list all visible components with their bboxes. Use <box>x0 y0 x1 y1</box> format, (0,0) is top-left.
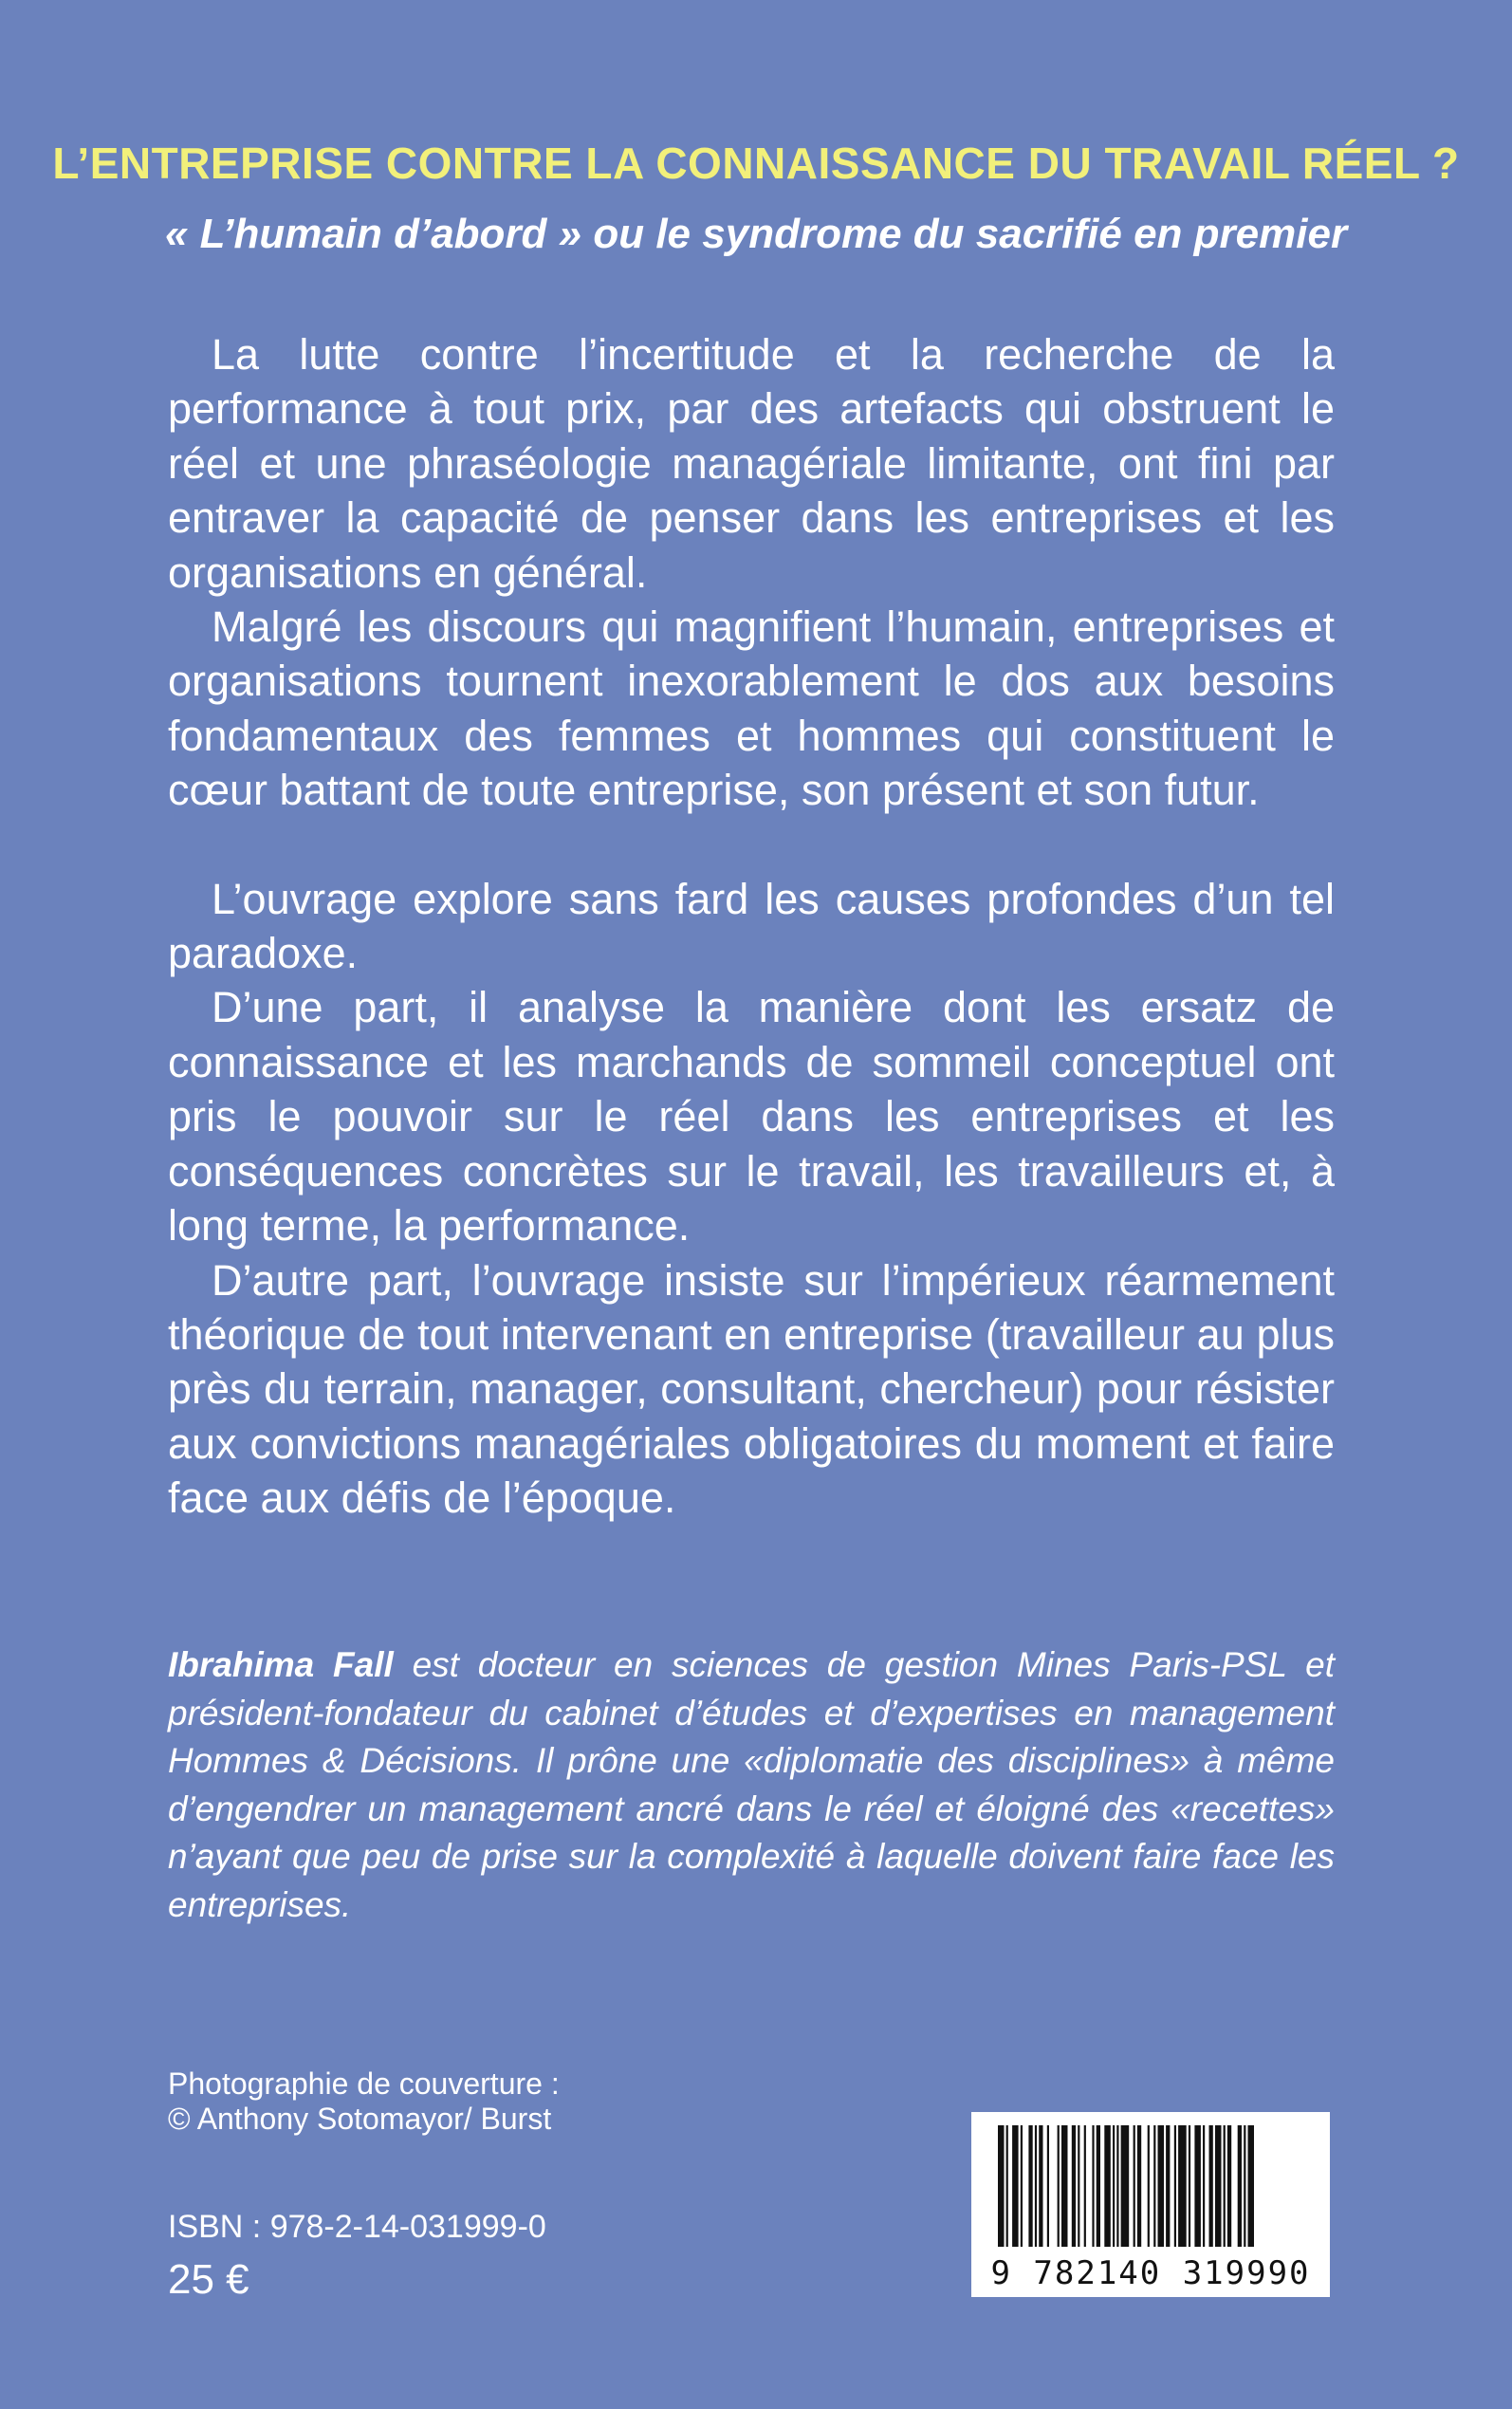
barcode-bar <box>1092 2125 1094 2247</box>
barcode-bar <box>1215 2125 1222 2247</box>
barcode-bar <box>1035 2125 1037 2247</box>
barcode-bar <box>1166 2125 1170 2247</box>
barcode-bar <box>1113 2125 1115 2247</box>
blurb-paragraph: D’autre part, l’ouvrage insiste sur l’impérieux réarmement théorique de tout intervenant en entreprise (travailleur au plus près du terrain, manager, consultant, chercheur) pour résister aux convictions managériales obligatoires du moment et faire face aux défis de l’époque. <box>168 1255 1335 1523</box>
barcode-bar <box>1244 2125 1245 2247</box>
barcode-bars <box>971 2112 1330 2254</box>
barcode <box>971 2112 1330 2297</box>
barcode-bar <box>1047 2125 1049 2247</box>
barcode-bar <box>1084 2125 1086 2247</box>
barcode-bar <box>1116 2125 1118 2247</box>
barcode-bar <box>1058 2125 1060 2247</box>
barcode-bar <box>1178 2125 1187 2247</box>
blurb-paragraph: La lutte contre l’incertitude et la recherche de la performance à tout prix, par des artefacts qui obstruent le réel et une phraséologie managériale limitante, ont fini par entraver la capacité de penser dans les entreprises et les organisations en général. <box>168 330 1335 597</box>
barcode-bar <box>1006 2125 1008 2247</box>
barcode-bar <box>998 2125 1005 2247</box>
barcode-bar <box>1097 2125 1100 2247</box>
barcode-bar <box>1194 2125 1201 2247</box>
barcode-bar <box>1012 2125 1019 2247</box>
barcode-bar <box>1137 2125 1141 2247</box>
barcode-bar <box>1227 2125 1231 2247</box>
photo-credit-label: Photographie de couverture : <box>168 2066 560 2101</box>
barcode-bar <box>1189 2125 1190 2247</box>
blurb-paragraph: D’une part, il analyse la manière dont les ersatz de connaissance et les marchands de sommeil conceptuel ont pris le pouvoir sur le réel dans les entreprises et les conséquences concrètes sur le travail, les travailleurs et, à long terme, la performance. <box>168 983 1335 1251</box>
barcode-bar <box>1224 2125 1226 2247</box>
author-name: Ibrahima Fall <box>168 1645 394 1684</box>
author-bio <box>168 1641 1335 1929</box>
barcode-bar <box>1121 2125 1130 2247</box>
book-title: L’ENTREPRISE CONTRE LA CONNAISSANCE DU TRAVAIL RÉEL ? <box>52 139 1460 188</box>
isbn: ISBN : 978-2-14-031999-0 <box>168 2209 546 2245</box>
blurb-paragraph: L’ouvrage explore sans fard les causes profondes d’un tel paradoxe. <box>168 874 1335 978</box>
barcode-bar <box>1072 2125 1076 2247</box>
barcode-bar <box>1104 2125 1111 2247</box>
barcode-bar <box>1021 2125 1023 2247</box>
photo-credit-name: © Anthony Sotomayor/ Burst <box>168 2102 552 2136</box>
barcode-bar <box>1203 2125 1205 2247</box>
author-bio-text: est docteur en sciences de gestion Mines Paris-PSL et président-fondateur du cabinet d’études et d’expertises en management Hommes & Décisions. Il prône une «diplomatie des disciplines» à même d’engendrer un management ancré dans le réel et éloigné des «recettes» n’ayant que peu de prise sur la complexité à laquelle doivent faire face les entreprises. <box>168 1645 1335 1924</box>
barcode-bar <box>1061 2125 1068 2247</box>
back-cover-blurb <box>168 327 1335 1526</box>
barcode-bar <box>1153 2125 1155 2247</box>
book-subtitle: « L’humain d’abord » ou le syndrome du sacrifié en premier <box>164 211 1348 257</box>
barcode-bar <box>1148 2125 1150 2247</box>
photo-credit <box>168 2066 560 2137</box>
paragraph-spacer <box>168 818 1335 872</box>
barcode-bar <box>1028 2125 1032 2247</box>
blurb-paragraph: Malgré les discours qui magnifient l’humain, entreprises et organisations tournent inexorablement le dos aux besoins fondamentaux des femmes et hommes qui constituent le cœur battant de toute entreprise, son présent et son futur. <box>168 602 1335 815</box>
barcode-bar <box>1174 2125 1176 2247</box>
barcode-bar <box>1134 2125 1135 2247</box>
barcode-bar <box>1248 2125 1255 2247</box>
barcode-bar <box>1078 2125 1079 2247</box>
price: 25 € <box>168 2256 249 2303</box>
barcode-bar <box>1209 2125 1213 2247</box>
barcode-bar <box>1158 2125 1165 2247</box>
barcode-bar <box>1039 2125 1042 2247</box>
barcode-digits: 9 782140 319990 <box>990 2254 1311 2292</box>
barcode-bar <box>1238 2125 1242 2247</box>
